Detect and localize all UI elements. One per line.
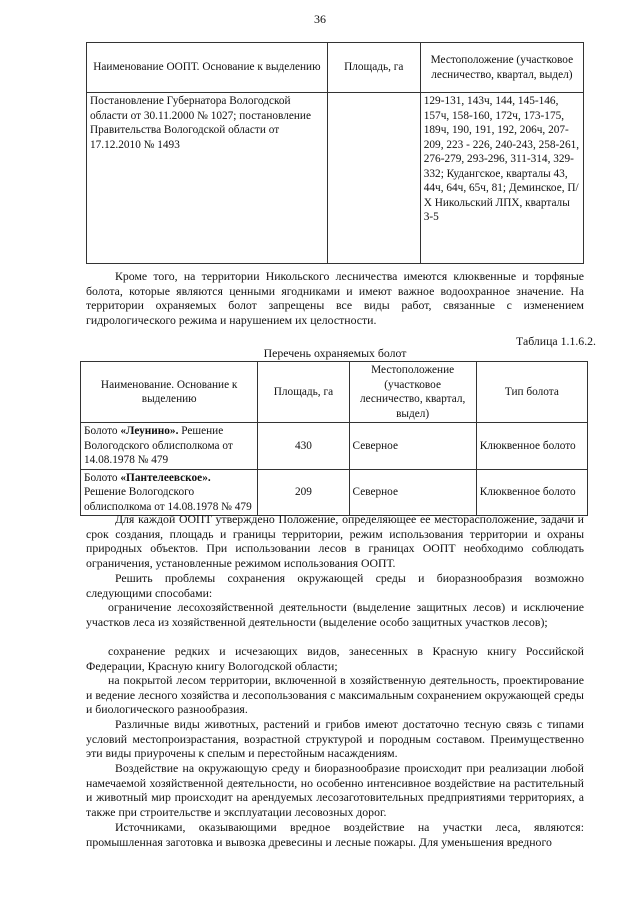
paragraph-sources: Источниками, оказывающими вредное воздействие на участки леса, являются: промышленная заготовка и вывозка древесины и лесные пожары. Для уменьшения вредного: [86, 820, 584, 849]
paragraph-methods-intro: Решить проблемы сохранения окружающей среды и биоразнообразия возможно следующими способами:: [86, 571, 584, 600]
cell-location: Северное: [349, 469, 476, 516]
cell-location: 129-131, 143ч, 144, 145-146, 157ч, 158-160, 172ч, 173-175, 189ч, 190, 191, 192, 206ч, 207-209, 223 - 226, 240-243, 258-261, 276-279, 293-296, 311-314, 329-332; Кудангское, кварталы 43, 44ч, 64ч, 65ч, 81; Деминское, П/Х Никольский ЛПХ, кварталы 3-5: [420, 93, 583, 264]
cell-location: Северное: [349, 423, 476, 470]
table-row: [81, 423, 588, 470]
table-header-row: [87, 43, 584, 93]
bog-basis: Решение Вологодского облисполкома от 14.08.1978 № 479: [84, 486, 252, 513]
bog-prefix: Болото: [84, 425, 121, 437]
paragraph-bogs: Кроме того, на территории Никольского лесничества имеются клюквенные и торфяные болота, которые являются ценными ягодниками и имеют важное водоохранное значение. На территории охраняемых болот запрещены все виды работ, связанные с изменением гидрологического режима и нарушением их целостности.: [86, 269, 584, 328]
bog-basis: Решение Вологодского облисполкома от 14.08.1978 № 479: [84, 425, 233, 466]
protected-areas-table: [86, 42, 584, 264]
list-item: сохранение редких и исчезающих видов, занесенных в Красную книгу Российской Федерации, Красную книгу Вологодской области;: [86, 644, 584, 673]
header-location: Местоположение (участковое лесничество, квартал, выдел): [420, 43, 583, 93]
header-location: Местоположение (участковое лесничество, квартал, выдел): [349, 362, 476, 423]
table-row: [81, 469, 588, 516]
cell-area: [327, 93, 420, 264]
header-name: Наименование ООПТ. Основание к выделению: [87, 43, 328, 93]
bog-name: «Пантелеевское».: [120, 471, 211, 484]
table-row: [87, 93, 584, 264]
cell-bog-type: Клюквенное болото: [476, 469, 587, 516]
paragraph-species: Различные виды животных, растений и грибов имеют достаточно тесную связь с типами условий местопроизрастания, возрастной структурой и породным составом. Преимущественно эти виды приурочены к спелым и перестойным насаждениям.: [86, 717, 584, 761]
header-area: Площадь, га: [327, 43, 420, 93]
cell-bog-type: Клюквенное болото: [476, 423, 587, 470]
header-bog-type: Тип болота: [476, 362, 587, 423]
bog-prefix: Болото: [84, 471, 121, 484]
list-item: ограничение лесохозяйственной деятельности (выделение защитных лесов) и исключение участков леса из хозяйственной деятельности (выделение особо защитных участков лесов);: [86, 600, 584, 629]
cell-area: 209: [258, 469, 349, 516]
protected-bogs-table: [80, 361, 588, 516]
bog-name: «Леунино».: [120, 425, 179, 437]
paragraph-impact: Воздействие на окружающую среду и биоразнообразие происходит при реализации любой намечаемой хозяйственной деятельности, но особенно интенсивное воздействие на растительный и животный мир происходит на арендуемых лесозаготовительных предприятиями территориях, а также при строительстве и эксплуатации лесовозных дорог.: [86, 761, 584, 820]
header-name: Наименование. Основание к выделению: [81, 362, 258, 423]
table-title: Перечень охраняемых болот: [263, 346, 407, 360]
cell-name: [81, 423, 258, 470]
page-number: 36: [314, 12, 326, 26]
header-area: Площадь, га: [258, 362, 349, 423]
cell-name: Постановление Губернатора Вологодской области от 30.11.2000 № 1027; постановление Правительства Вологодской области от 17.12.2010 № 1493: [87, 93, 328, 264]
table-number: Таблица 1.1.6.2.: [516, 334, 596, 348]
table-header-row: [81, 362, 588, 423]
list-item: на покрытой лесом территории, включенной в хозяйственную деятельность, проектирование и ведение лесного хозяйства и лесопользования с максимальным сохранением окружающей среды и биологического разнообразия.: [86, 673, 584, 717]
paragraph-regulation: Для каждой ООПТ утверждено Положение, определяющее ее месторасположение, задачи и срок создания, площадь и границы территории, режим использования территории и охраны природных объектов. При использовании лесов в границах ООПТ необходимо соблюдать ограничения, установленные режимом использования ООПТ.: [86, 512, 584, 571]
cell-area: 430: [258, 423, 349, 470]
cell-name: [81, 469, 258, 516]
